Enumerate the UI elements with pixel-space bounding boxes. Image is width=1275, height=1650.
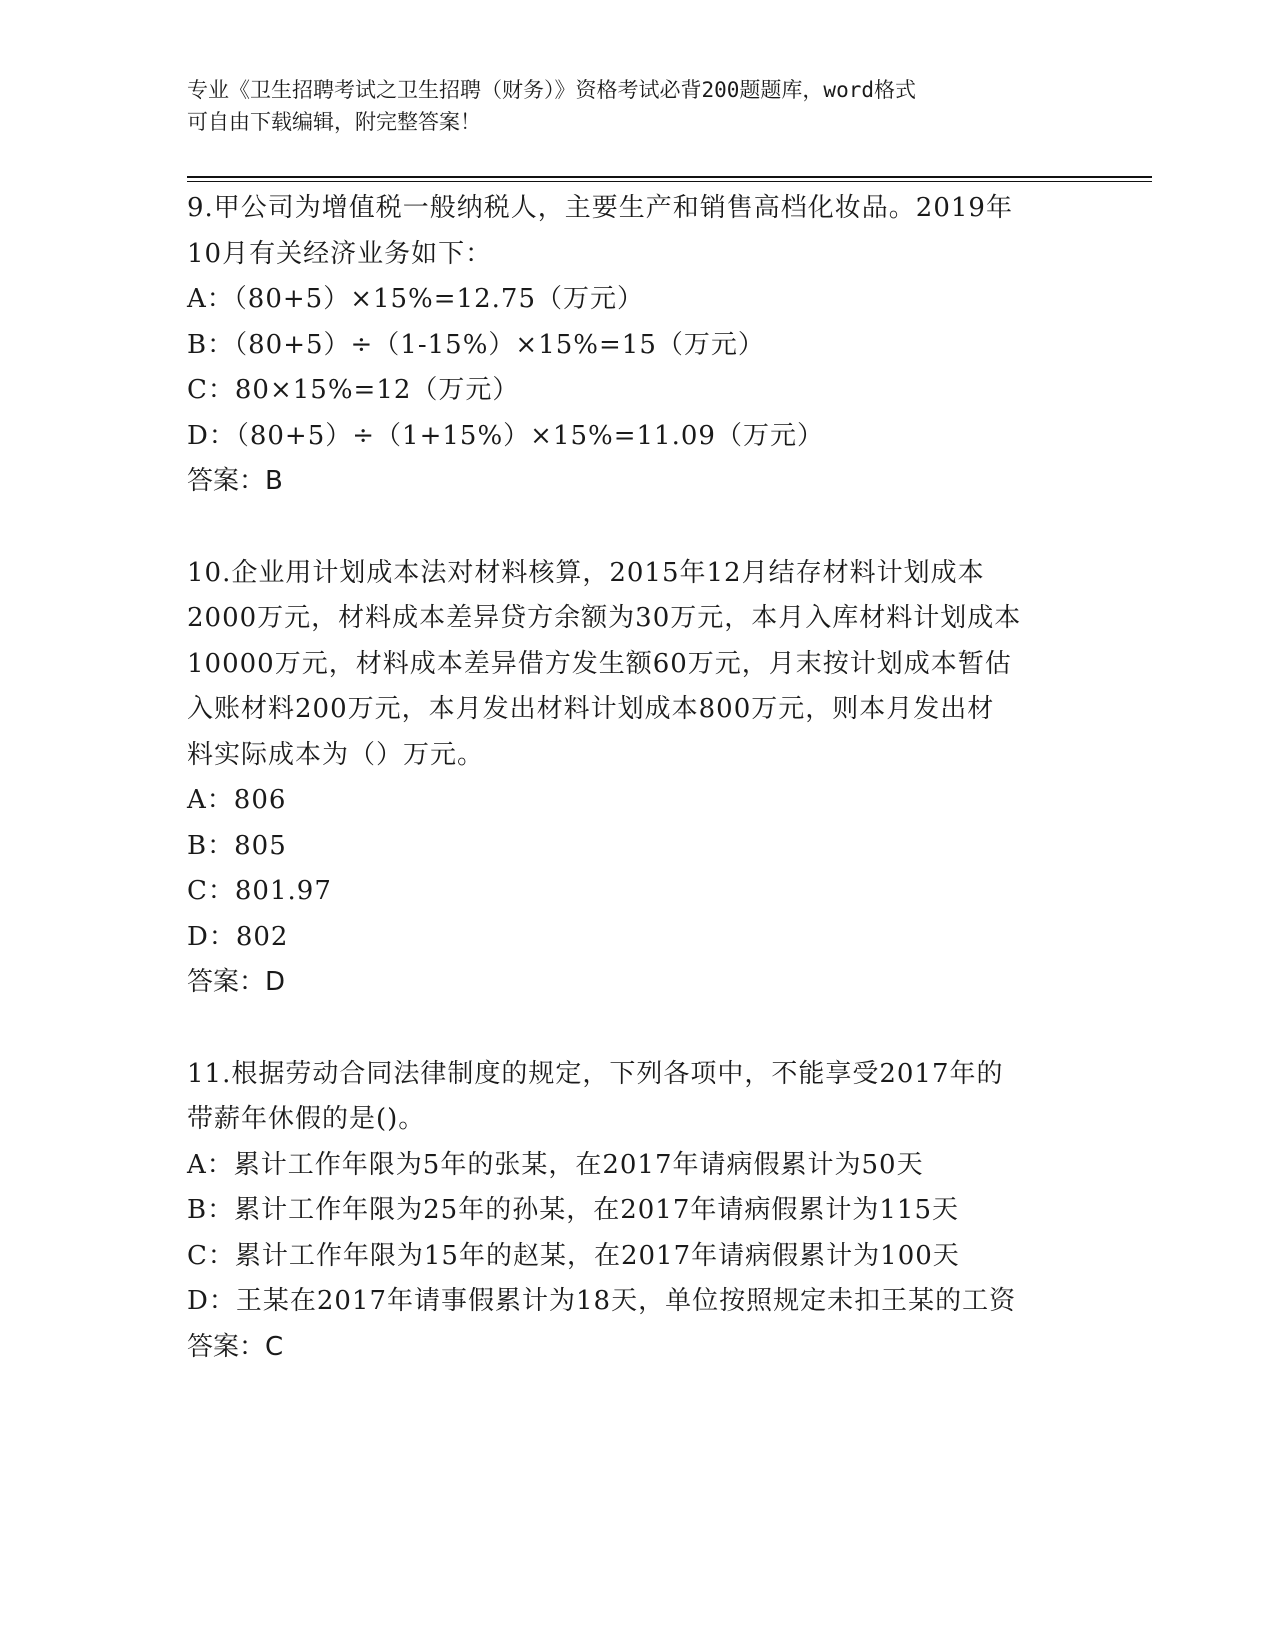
question-11 [187,1052,1087,1371]
option-a: A：（80+5）×15%=12.75（万元） [187,284,644,314]
option-d: D：802 [187,921,289,952]
answer: 答案：B [187,466,283,496]
option-a: A：累计工作年限为5年的张某，在2017年请病假累计为50天 [187,1149,924,1180]
option-c: C：801.97 [187,876,332,906]
header-line-1: 专业《卫生招聘考试之卫生招聘（财务）》资格考试必背200题题库，word格式 [187,78,916,102]
question-stem-line: 10000万元，材料成本差异借方发生额60万元，月末按计划成本暂估 [187,648,1012,679]
question-stem-line: 10月有关经济业务如下： [187,238,493,269]
option-c: C：80×15%=12（万元） [187,375,520,405]
option-b: B：805 [187,830,287,861]
answer: 答案：D [187,967,286,997]
header-line-2: 可自由下载编辑，附完整答案！ [187,110,481,134]
question-spacer [187,505,1087,551]
option-b: B：（80+5）÷（1-15%）×15%=15（万元） [187,329,765,360]
question-stem-line: 11.根据劳动合同法律制度的规定，下列各项中，不能享受2017年的 [187,1058,1004,1089]
option-b: B：累计工作年限为25年的孙某，在2017年请病假累计为115天 [187,1195,959,1225]
question-9 [187,186,1087,505]
question-stem-line: 2000万元，材料成本差异贷方余额为30万元，本月入库材料计划成本 [187,603,1022,633]
question-stem-line: 9.甲公司为增值税一般纳税人，主要生产和销售高档化妆品。2019年 [187,193,1013,223]
option-a: A：806 [187,785,287,815]
question-stem-line: 料实际成本为（）万元。 [187,739,485,770]
document-header [187,74,1067,138]
option-c: C：累计工作年限为15年的赵某，在2017年请病假累计为100天 [187,1240,960,1271]
question-list [187,186,1087,1370]
question-stem-line: 入账材料200万元，本月发出材料计划成本800万元，则本月发出材 [187,694,995,724]
question-stem-line: 10.企业用计划成本法对材料核算，2015年12月结存材料计划成本 [187,557,985,588]
question-10 [187,551,1087,1006]
question-spacer [187,1006,1087,1052]
question-stem-line: 带薪年休假的是()。 [187,1104,426,1134]
answer: 答案：C [187,1331,284,1362]
header-divider-thin [187,181,1152,182]
option-d: D：王某在2017年请事假累计为18天，单位按照规定未扣王某的工资 [187,1286,1017,1316]
header-divider-thick [187,176,1152,178]
option-d: D：（80+5）÷（1+15%）×15%=11.09（万元） [187,420,824,451]
